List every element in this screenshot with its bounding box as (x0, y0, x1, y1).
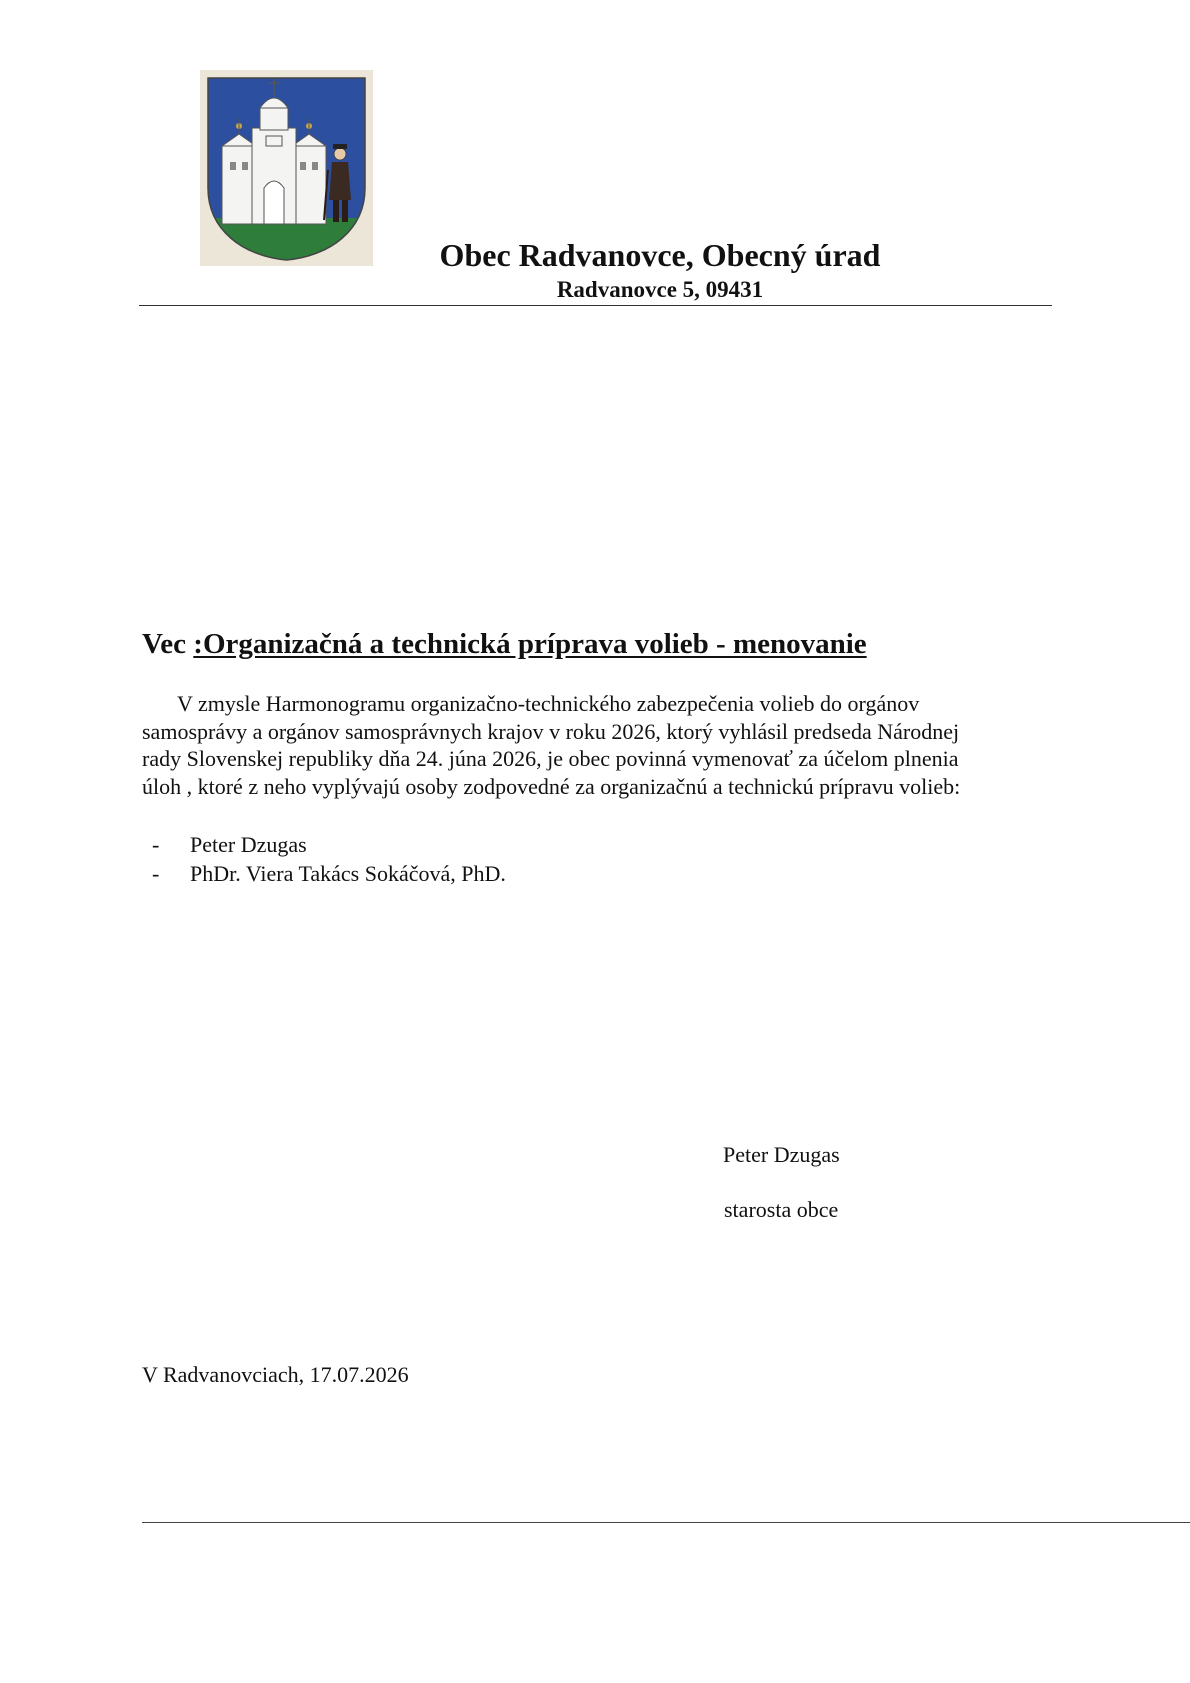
list-bullet: - (152, 861, 160, 886)
place-and-date: V Radvanovciach, 17.07.2026 (142, 1362, 409, 1387)
body-line: rady Slovenskej republiky dňa 24. júna 2026, je obec povinná vymenovať za účelom plnenia (142, 746, 959, 771)
person-name: PhDr. Viera Takács Sokáčová, PhD. (190, 861, 506, 886)
list-bullet: - (152, 832, 160, 857)
body-paragraph (142, 690, 1054, 800)
appointed-persons-list (152, 830, 506, 888)
signer-role: starosta obce (724, 1197, 839, 1222)
header-divider (139, 305, 1052, 306)
list-item (152, 859, 506, 888)
signer-name: Peter Dzugas (723, 1142, 840, 1167)
body-line: V zmysle Harmonogramu organizačno-technického zabezpečenia volieb do orgánov (177, 691, 920, 716)
body-line: úloh , ktoré z neho vyplývajú osoby zodpovedné za organizačnú a technickú prípravu volieb: (142, 773, 961, 799)
list-item (152, 830, 506, 859)
footer-divider (142, 1522, 1190, 1523)
body-line: samosprávy a orgánov samosprávnych krajov v roku 2026, ktorý vyhlásil predseda Národnej (142, 718, 960, 744)
subject-prefix: Vec (142, 628, 194, 660)
subject-title: :Organizačná a technická príprava volieb - menovanie (193, 628, 867, 660)
organization-name: Obec Radvanovce, Obecný úrad (439, 237, 881, 273)
person-name: Peter Dzugas (190, 832, 307, 857)
subject-line (142, 626, 867, 662)
organization-address: Radvanovce 5, 09431 (556, 277, 764, 302)
